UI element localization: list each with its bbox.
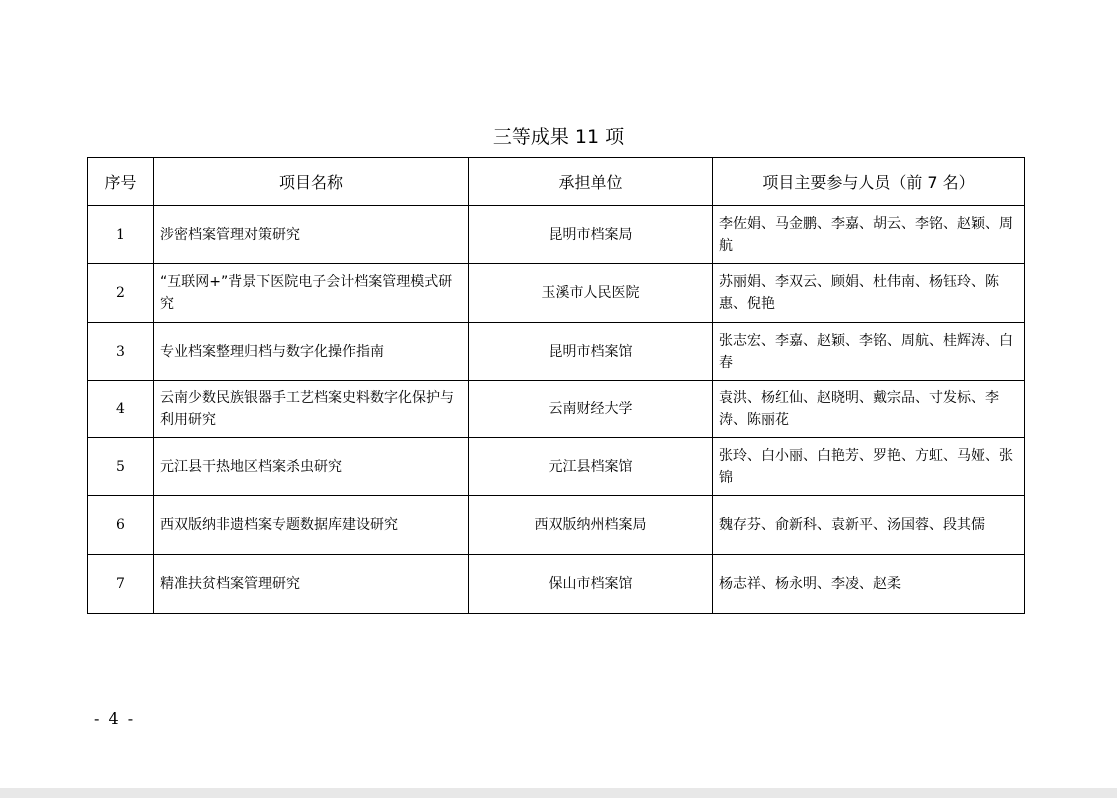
table-row: [88, 555, 1025, 614]
row-members: 袁洪、杨红仙、赵晓明、戴宗品、寸发标、李涛、陈丽花: [713, 381, 1025, 438]
header-unit: 承担单位: [469, 158, 713, 206]
row-project-name: “互联网+”背景下医院电子会计档案管理模式研究: [154, 264, 469, 323]
row-members: 李佐娟、马金鹏、李嘉、胡云、李铭、赵颖、周航: [713, 206, 1025, 264]
table-row: [88, 206, 1025, 264]
row-no: 5: [88, 438, 154, 496]
row-unit: 云南财经大学: [469, 381, 713, 438]
header-no: 序号: [88, 158, 154, 206]
row-no: 4: [88, 381, 154, 438]
row-project-name: 云南少数民族银器手工艺档案史料数字化保护与利用研究: [154, 381, 469, 438]
header-members: 项目主要参与人员（前 7 名）: [713, 158, 1025, 206]
row-unit: 保山市档案馆: [469, 555, 713, 614]
table-row: [88, 264, 1025, 323]
row-unit: 昆明市档案馆: [469, 323, 713, 381]
row-project-name: 涉密档案管理对策研究: [154, 206, 469, 264]
row-members: 魏存芬、俞新科、袁新平、汤国蓉、段其儒: [713, 496, 1025, 555]
row-no: 3: [88, 323, 154, 381]
table-row: [88, 496, 1025, 555]
row-unit: 元江县档案馆: [469, 438, 713, 496]
row-project-name: 精准扶贫档案管理研究: [154, 555, 469, 614]
row-members: 苏丽娟、李双云、顾娟、杜伟南、杨钰玲、陈惠、倪艳: [713, 264, 1025, 323]
row-unit: 昆明市档案局: [469, 206, 713, 264]
row-unit: 玉溪市人民医院: [469, 264, 713, 323]
row-members: 张玲、白小丽、白艳芳、罗艳、方虹、马娅、张锦: [713, 438, 1025, 496]
table-row: [88, 323, 1025, 381]
row-project-name: 西双版纳非遗档案专题数据库建设研究: [154, 496, 469, 555]
row-members: 张志宏、李嘉、赵颖、李铭、周航、桂辉涛、白春: [713, 323, 1025, 381]
row-project-name: 专业档案整理归档与数字化操作指南: [154, 323, 469, 381]
table-row: [88, 438, 1025, 496]
row-no: 7: [88, 555, 154, 614]
section-title: 三等成果 11 项: [492, 126, 625, 148]
row-project-name: 元江县干热地区档案杀虫研究: [154, 438, 469, 496]
bottom-scroll-strip: [0, 788, 1117, 798]
awards-table: [87, 157, 1025, 614]
row-no: 6: [88, 496, 154, 555]
row-no: 2: [88, 264, 154, 323]
row-unit: 西双版纳州档案局: [469, 496, 713, 555]
table-header-row: [88, 158, 1025, 206]
row-no: 1: [88, 206, 154, 264]
row-members: 杨志祥、杨永明、李凌、赵柔: [713, 555, 1025, 614]
table-row: [88, 381, 1025, 438]
header-project-name: 项目名称: [154, 158, 469, 206]
page-number: - 4 -: [94, 709, 136, 728]
